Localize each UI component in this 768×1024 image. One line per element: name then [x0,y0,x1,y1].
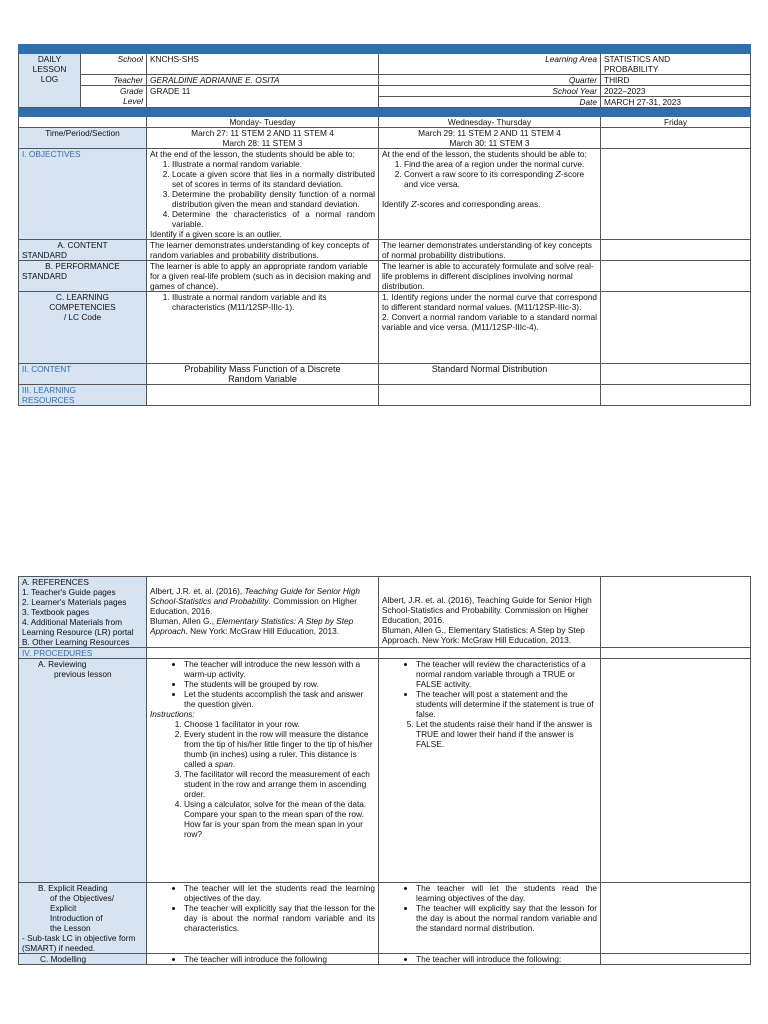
row-content-standard [19,240,751,261]
reviewing-label: A. Reviewing previous lesson [19,659,147,883]
area-label: Learning Area [379,54,601,75]
row-time [19,128,751,149]
performance-standard-label: B. PERFORMANCE STANDARD [19,261,147,292]
performance-standard-wed: The learner is able to accurately formulate and solve real-life problems in different disciplines involving normal distribution. [379,261,601,292]
lesson-log-table-top [18,44,750,406]
references-wed: Albert, J.R. et. al. (2016), Teaching Guide for Senior High School-Statistics and Probability. Commission on Higher Education, 2016. Bluman, Allen G., Elementary Statistics: A Step by Step Approach. New York: McGraw Hill Education, 2013. [379,577,601,648]
day-fri: Friday [601,117,751,128]
competencies-wed: 1. Identify regions under the normal curve that correspond to different standard normal values. (M11/12SP-IIIc-3). 2. Convert a normal random variable to a standard normal variable and vice versa. (M11/12SP-IIIc-4). [379,292,601,364]
time-mon: March 27: 11 STEM 2 AND 11 STEM 4 March 28: 11 STEM 3 [147,128,379,149]
row-performance-standard [19,261,751,292]
teacher-label: Teacher [81,75,147,86]
quarter-label: Quarter [379,75,601,86]
row-modelling [19,954,751,965]
day-wed-thu: Wednesday- Thursday [379,117,601,128]
reviewing-wed: • The teacher will review the characteristics of a normal random variable through a TRUE or FALSE activity. • The teacher will post a statement and the students will determine if the statement is true of false. 5. Let the students raise their hand if the answer is TRUE and lower their hand if the answer is FALSE. [379,659,601,883]
row-objectives [19,149,751,240]
time-label: Time/Period/Section [19,128,147,149]
school-label: School [81,54,147,75]
area-value: STATISTICS AND PROBABILITY [601,54,751,75]
row-days [19,117,751,128]
date-value: MARCH 27-31, 2023 [601,97,751,108]
modelling-label: C. Modelling [19,954,147,965]
school-value: KNCHS-SHS [147,54,379,75]
content-label: II. CONTENT [19,364,147,385]
date-label: Date [379,97,601,108]
row-grade [19,86,751,97]
sy-value: 2022–2023 [601,86,751,97]
lesson-log-table-bottom [18,576,750,965]
references-mon: Albert, J.R. et. al. (2016), Teaching Guide for Senior High School-Statistics and Probability. Commission on Higher Education, 2016. Bluman, Allen G., Elementary Statistics: A Step by Step Approach. New York: McGraw Hill Education, 2013. [147,577,379,648]
time-wed: March 29: 11 STEM 2 AND 11 STEM 4 March 30: 11 STEM 3 [379,128,601,149]
header-bar [19,45,751,54]
reviewing-mon: • The teacher will introduce the new lesson with a warm-up activity. • The students will be grouped by row. • Let the students accomplish the task and answer the question given. Instructions: 1. Choose 1 facilitator in your row. 2. Every student in the row will measure the distance from the tip of his/her little finger to the tip of his/her thumb (in inches) using a ruler. This distance is called a span. 3. The facilitator will record the measurement of each student in the row and arrange them in ascending order. 4. Using a calculator, solve for the mean of the data. Compare your span to the mean span of the row. How far is your span from the mean span in your row? [147,659,379,883]
content-standard-label: A. CONTENT STANDARD [19,240,147,261]
explicit-wed: • The teacher will let the students read the learning objectives of the day. • The teacher will explicitly say that the lesson for the day is about the normal random variable and the standard normal distribution. [379,883,601,954]
modelling-mon: • The teacher will introduce the following [147,954,379,965]
competencies-label: C. LEARNING COMPETENCIES / LC Code [19,292,147,364]
content-standard-wed: The learner demonstrates understanding of key concepts of normal probability distributions. [379,240,601,261]
grade-value: GRADE 11 [147,86,379,108]
teacher-value: GERALDINE ADRIANNE E. OSITA [147,75,379,86]
dll-title: DAILY LESSON LOG [19,54,81,108]
content-standard-mon: The learner demonstrates understanding of key concepts of random variables and probability distributions. [147,240,379,261]
row-competencies [19,292,751,364]
row-teacher [19,75,751,86]
day-mon-tue: Monday- Tuesday [147,117,379,128]
modelling-wed: • The teacher will introduce the following: [379,954,601,965]
resources-label: III. LEARNING RESOURCES [19,385,147,406]
objectives-mon: At the end of the lesson, the students should be able to: 1. Illustrate a normal random variable. 2. Locate a given score that lies in a normally distributed set of scores in terms of its standard deviation. 3. Determine the probability density function of a normal distribution given the mean and standard deviation. 4. Determine the characteristics of a normal random variable. Identify if a given score is an outlier. [147,149,379,240]
performance-standard-mon: The learner is able to apply an appropriate random variable for a given real-life problem (such as in decision making and games of chance). [147,261,379,292]
explicit-label: B. Explicit Reading of the Objectives/ Explicit Introduction of the Lesson - Sub-task LC in objective form (SMART) if needed. [19,883,147,954]
section-bar [19,108,751,117]
row-reviewing [19,659,751,883]
procedures-label: IV. PROCEDURES [19,648,147,659]
explicit-mon: • The teacher will let the students read the learning objectives of the day. • The teacher will explicitly say that the lesson for the day is about the normal random variable and its characteristics. [147,883,379,954]
grade-label: Grade Level [81,86,147,108]
row-references [19,577,751,648]
quarter-value: THIRD [601,75,751,86]
sy-label: School Year [379,86,601,97]
objectives-label: I. OBJECTIVES [19,149,147,240]
row-resources [19,385,751,406]
row-school [19,54,751,75]
row-content [19,364,751,385]
content-wed: Standard Normal Distribution [379,364,601,385]
row-procedures [19,648,751,659]
row-explicit [19,883,751,954]
competencies-mon: 1. Illustrate a normal random variable and its characteristics (M11/12SP-IIIc-1). [147,292,379,364]
content-mon: Probability Mass Function of a Discrete Random Variable [147,364,379,385]
references-label: A. REFERENCES 1. Teacher's Guide pages 2. Learner's Materials pages 3. Textbook pages 4. Additional Materials from Learning Resource (LR) portal B. Other Learning Resources [19,577,147,648]
objectives-wed: At the end of the lesson, the students should be able to: 1. Find the area of a region under the normal curve. 2. Convert a raw score to its corresponding Z-score and vice versa. Identify Z-scores and corresponding areas. [379,149,601,240]
